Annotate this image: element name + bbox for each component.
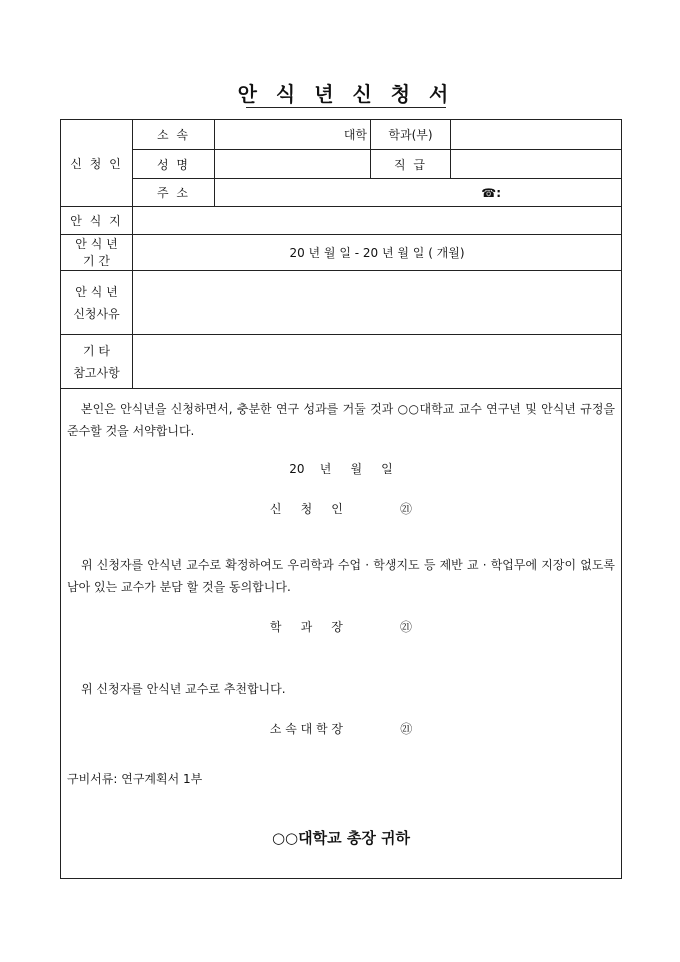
addressee: ○○대학교 총장 귀하 [271, 829, 411, 847]
other-label-1: 기 타 [83, 343, 110, 358]
period-label-2: 기 간 [83, 253, 110, 268]
other-label-2: 참고사항 [73, 365, 120, 380]
rank-field[interactable] [451, 150, 622, 179]
college-field[interactable] [215, 120, 371, 150]
other-field[interactable] [133, 335, 622, 389]
rank-label: 직 급 [371, 150, 451, 179]
place-label: 안 식 지 [61, 207, 133, 235]
applicant-signature: 신 청 인 ㉑ [269, 502, 413, 516]
period-field[interactable]: 20 년 월 일 - 20 년 월 일 ( 개월) [133, 235, 622, 271]
address-field[interactable] [215, 179, 622, 207]
recommend-text: 위 신청자를 안식년 교수로 추천합니다. [81, 682, 286, 696]
address-label: 주 소 [133, 179, 215, 207]
reason-label-1: 안 식 년 [75, 284, 118, 299]
attachments-text: 구비서류: 연구계획서 1부 [67, 772, 203, 786]
phone-icon: ☎: [481, 185, 501, 200]
dept-field[interactable] [451, 120, 622, 150]
reason-label-2: 신청사유 [73, 306, 120, 321]
reason-field[interactable] [133, 271, 622, 335]
affiliation-label: 소 속 [133, 120, 215, 150]
dept-consent-text: 위 신청자를 안식년 교수로 확정하여도 우리학과 수업 · 학생지도 등 제반 교 · 학업무에 지장이 없도록 남아 있는 교수가 분담 할 것을 동의합니다. [67, 558, 615, 594]
application-table [60, 119, 622, 389]
form-title: 안 식 년 신 청 서 [237, 82, 455, 106]
dept-label: 학과(부) [371, 120, 451, 150]
date-line: 20 년 월 일 [289, 462, 393, 476]
dean-signature: 소 속 대 학 장 ㉑ [269, 722, 413, 736]
name-field[interactable] [215, 150, 371, 179]
title-underline [246, 107, 446, 108]
place-field[interactable] [133, 207, 622, 235]
period-label-1: 안 식 년 [75, 236, 118, 251]
dept-head-signature: 학 과 장 ㉑ [269, 620, 413, 634]
name-label: 성 명 [133, 150, 215, 179]
applicant-label: 신 청 인 [61, 120, 133, 207]
pledge-text: 본인은 안식년을 신청하면서, 충분한 연구 성과를 거둘 것과 ○○대학교 교수 연구년 및 안식년 규정을 준수할 것을 서약합니다. [67, 402, 615, 438]
college-suffix: 대학 [343, 128, 367, 142]
declaration-section [60, 388, 622, 879]
